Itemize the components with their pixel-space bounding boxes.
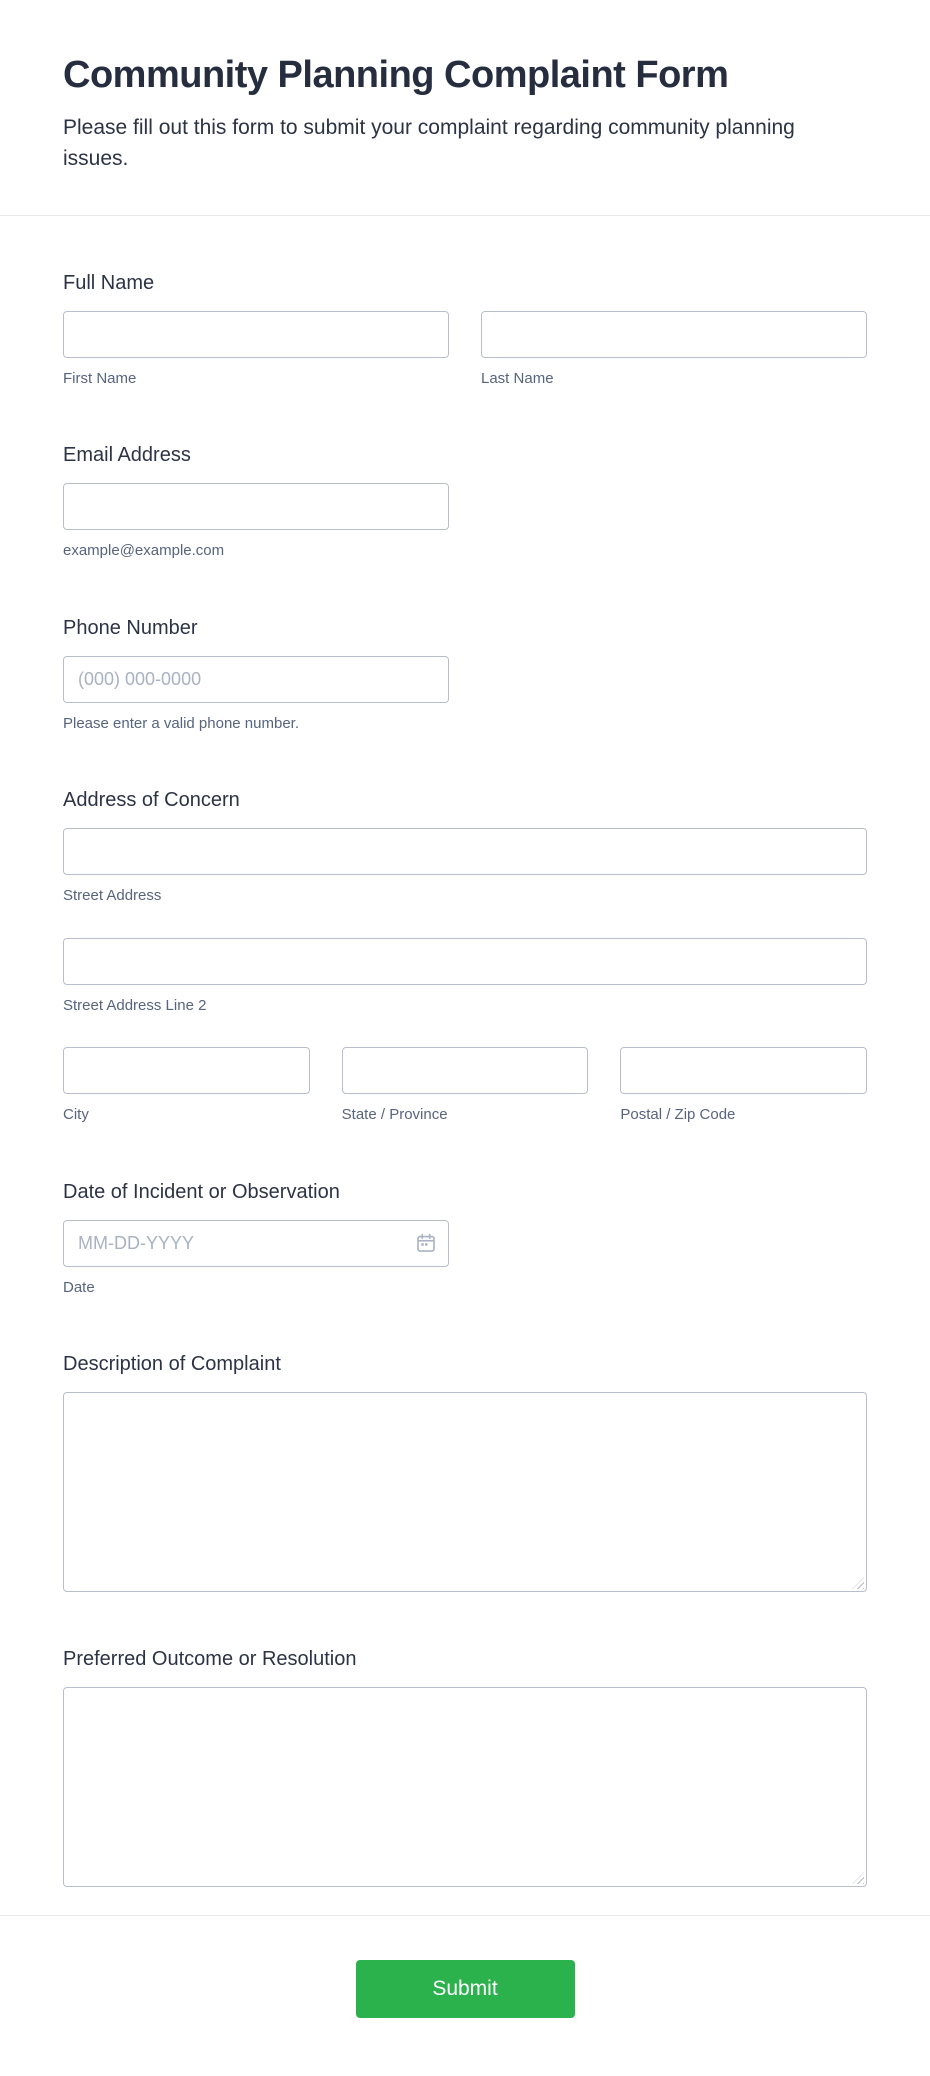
street-address2-sublabel: Street Address Line 2	[63, 996, 207, 1014]
email-input[interactable]	[63, 483, 449, 530]
city-input[interactable]	[63, 1047, 310, 1094]
first-name-col	[63, 311, 449, 389]
preferred-outcome-textarea-wrap	[63, 1687, 867, 1887]
street-address-input[interactable]	[63, 828, 867, 875]
preferred-outcome-textarea[interactable]	[63, 1687, 867, 1887]
last-name-col	[481, 311, 867, 389]
city-sublabel: City	[63, 1106, 89, 1124]
postal-sublabel: Postal / Zip Code	[620, 1106, 736, 1124]
postal-input[interactable]	[620, 1047, 867, 1094]
state-sublabel: State / Province	[341, 1106, 448, 1124]
field-description	[63, 1353, 867, 1592]
street-address-sublabel: Street Address	[63, 887, 162, 905]
field-email	[63, 444, 867, 561]
state-col	[342, 1047, 589, 1125]
submit-button[interactable]: Submit	[356, 1960, 575, 2018]
street-address2-block	[63, 938, 867, 1016]
street-address2-input[interactable]	[63, 938, 867, 985]
description-label: Description of Complaint	[63, 1353, 281, 1376]
email-sublabel: example@example.com	[63, 542, 225, 560]
full-name-row	[63, 311, 867, 389]
page-title: Community Planning Complaint Form	[63, 54, 729, 96]
field-preferred-outcome	[63, 1648, 867, 1887]
description-textarea[interactable]	[63, 1392, 867, 1592]
last-name-input[interactable]	[481, 311, 867, 358]
first-name-input[interactable]	[63, 311, 449, 358]
date-input[interactable]	[63, 1220, 449, 1267]
form-subtitle: Please fill out this form to submit your complaint regarding community planning issues.	[63, 115, 795, 171]
field-phone	[63, 617, 867, 734]
phone-input[interactable]	[63, 656, 449, 703]
form-body	[0, 216, 930, 1916]
first-name-sublabel: First Name	[63, 369, 137, 387]
field-address	[63, 789, 867, 1125]
date-sublabel: Date	[63, 1278, 95, 1296]
description-textarea-wrap	[63, 1392, 867, 1592]
date-input-wrap	[63, 1220, 449, 1267]
incident-date-label: Date of Incident or Observation	[63, 1180, 340, 1203]
full-name-label: Full Name	[63, 271, 155, 294]
calendar-icon[interactable]	[416, 1233, 436, 1253]
phone-label: Phone Number	[63, 616, 198, 639]
field-full-name	[63, 272, 867, 389]
postal-col	[620, 1047, 867, 1125]
form-header	[0, 0, 930, 215]
city-col	[63, 1047, 310, 1125]
last-name-sublabel: Last Name	[481, 369, 554, 387]
city-state-zip-row	[63, 1047, 867, 1125]
submit-section	[0, 1916, 930, 2076]
phone-sublabel: Please enter a valid phone number.	[63, 714, 299, 732]
field-incident-date	[63, 1181, 867, 1298]
street-address-block	[63, 828, 867, 906]
email-label: Email Address	[63, 444, 191, 467]
preferred-outcome-label: Preferred Outcome or Resolution	[63, 1648, 357, 1671]
address-label: Address of Concern	[63, 789, 240, 812]
state-input[interactable]	[342, 1047, 589, 1094]
